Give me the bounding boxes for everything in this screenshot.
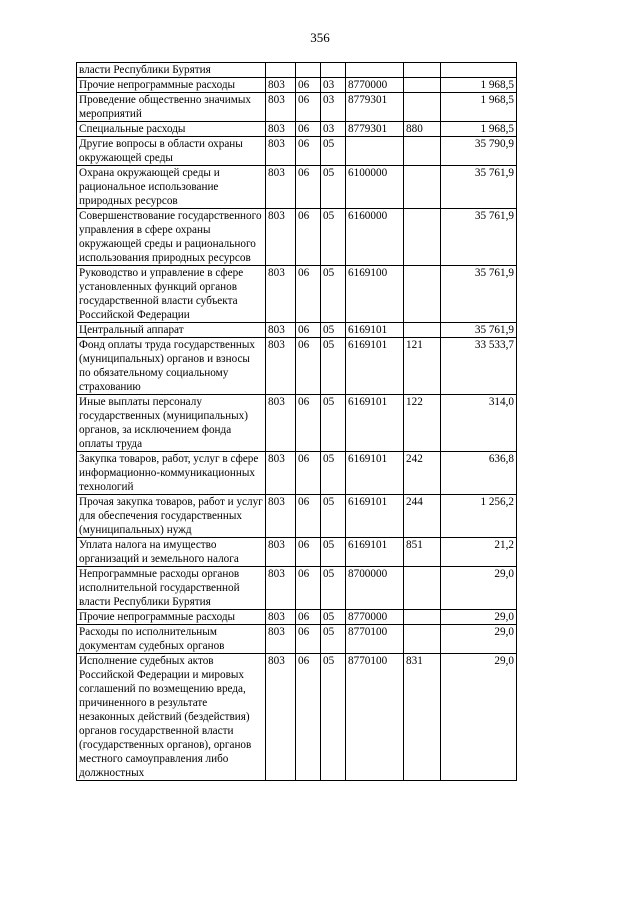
- table-row: [77, 495, 517, 538]
- table-row: [77, 63, 517, 78]
- table-row: [77, 137, 517, 166]
- table-row: [77, 78, 517, 93]
- table-row: [77, 452, 517, 495]
- expense-type-cell: [404, 137, 441, 166]
- expense-type-cell: [404, 166, 441, 209]
- target-article-cell: 8770100: [346, 625, 404, 654]
- item-name-cell: Проведение общественно значимых мероприятий: [77, 93, 266, 122]
- table-row: [77, 625, 517, 654]
- target-article-cell: [346, 137, 404, 166]
- amount-cell: 21,2: [441, 538, 517, 567]
- item-name-cell: Специальные расходы: [77, 122, 266, 137]
- ministry-code-cell: 803: [266, 338, 296, 395]
- subsection-code-cell: 05: [321, 323, 346, 338]
- ministry-code-cell: 803: [266, 625, 296, 654]
- expense-type-cell: [404, 209, 441, 266]
- item-name-cell: Исполнение судебных актов Российской Федерации и мировых соглашений по возмещению вреда, причиненного в результате незаконных действий (бездействия) органов государственной власти (государственных органов), органов местного самоуправления либо должностных: [77, 654, 266, 781]
- subsection-code-cell: 05: [321, 625, 346, 654]
- ministry-code-cell: 803: [266, 495, 296, 538]
- table-row: [77, 122, 517, 137]
- expense-type-cell: [404, 78, 441, 93]
- section-code-cell: 06: [296, 137, 321, 166]
- section-code-cell: 06: [296, 495, 321, 538]
- expense-type-cell: 122: [404, 395, 441, 452]
- subsection-code-cell: 05: [321, 395, 346, 452]
- subsection-code-cell: 05: [321, 166, 346, 209]
- page-number: 356: [310, 30, 330, 45]
- target-article-cell: 8770100: [346, 654, 404, 781]
- ministry-code-cell: 803: [266, 610, 296, 625]
- subsection-code-cell: 05: [321, 452, 346, 495]
- amount-cell: 35 761,9: [441, 166, 517, 209]
- section-code-cell: 06: [296, 654, 321, 781]
- ministry-code-cell: 803: [266, 137, 296, 166]
- expense-type-cell: [404, 625, 441, 654]
- item-name-cell: власти Республики Бурятия: [77, 63, 266, 78]
- item-name-cell: Уплата налога на имущество организаций и земельного налога: [77, 538, 266, 567]
- ministry-code-cell: 803: [266, 395, 296, 452]
- section-code-cell: 06: [296, 610, 321, 625]
- expense-type-cell: [404, 63, 441, 78]
- section-code-cell: 06: [296, 266, 321, 323]
- expense-type-cell: 851: [404, 538, 441, 567]
- expense-type-cell: 831: [404, 654, 441, 781]
- expense-type-cell: [404, 567, 441, 610]
- subsection-code-cell: 05: [321, 266, 346, 323]
- ministry-code-cell: 803: [266, 266, 296, 323]
- amount-cell: 1 968,5: [441, 93, 517, 122]
- table-row: [77, 567, 517, 610]
- subsection-code-cell: 05: [321, 610, 346, 625]
- budget-table-body: [77, 63, 517, 781]
- item-name-cell: Иные выплаты персоналу государственных (муниципальных) органов, за исключением фонда оплаты труда: [77, 395, 266, 452]
- amount-cell: 1 968,5: [441, 78, 517, 93]
- target-article-cell: 6169101: [346, 538, 404, 567]
- target-article-cell: 8770000: [346, 78, 404, 93]
- section-code-cell: 06: [296, 323, 321, 338]
- section-code-cell: 06: [296, 338, 321, 395]
- amount-cell: 1 968,5: [441, 122, 517, 137]
- section-code-cell: 06: [296, 122, 321, 137]
- item-name-cell: Фонд оплаты труда государственных (муниципальных) органов и взносы по обязательному социальному страхованию: [77, 338, 266, 395]
- amount-cell: 35 790,9: [441, 137, 517, 166]
- subsection-code-cell: [321, 63, 346, 78]
- expense-type-cell: 880: [404, 122, 441, 137]
- item-name-cell: Охрана окружающей среды и рациональное использование природных ресурсов: [77, 166, 266, 209]
- subsection-code-cell: 05: [321, 495, 346, 538]
- expense-type-cell: 244: [404, 495, 441, 538]
- ministry-code-cell: 803: [266, 538, 296, 567]
- expense-type-cell: [404, 323, 441, 338]
- amount-cell: 29,0: [441, 567, 517, 610]
- section-code-cell: 06: [296, 209, 321, 266]
- amount-cell: [441, 63, 517, 78]
- table-row: [77, 395, 517, 452]
- section-code-cell: 06: [296, 567, 321, 610]
- ministry-code-cell: 803: [266, 323, 296, 338]
- target-article-cell: 6169101: [346, 395, 404, 452]
- section-code-cell: [296, 63, 321, 78]
- amount-cell: 636,8: [441, 452, 517, 495]
- amount-cell: 29,0: [441, 610, 517, 625]
- subsection-code-cell: 05: [321, 567, 346, 610]
- target-article-cell: 8700000: [346, 567, 404, 610]
- section-code-cell: 06: [296, 395, 321, 452]
- item-name-cell: Центральный аппарат: [77, 323, 266, 338]
- target-article-cell: 8770000: [346, 610, 404, 625]
- subsection-code-cell: 03: [321, 122, 346, 137]
- expense-type-cell: 242: [404, 452, 441, 495]
- ministry-code-cell: 803: [266, 654, 296, 781]
- item-name-cell: Закупка товаров, работ, услуг в сфере информационно-коммуникационных технологий: [77, 452, 266, 495]
- target-article-cell: 6169100: [346, 266, 404, 323]
- table-row: [77, 654, 517, 781]
- amount-cell: 1 256,2: [441, 495, 517, 538]
- ministry-code-cell: 803: [266, 78, 296, 93]
- subsection-code-cell: 05: [321, 338, 346, 395]
- expense-type-cell: [404, 266, 441, 323]
- table-row: [77, 166, 517, 209]
- item-name-cell: Другие вопросы в области охраны окружающей среды: [77, 137, 266, 166]
- target-article-cell: 6169101: [346, 452, 404, 495]
- amount-cell: 35 761,9: [441, 266, 517, 323]
- ministry-code-cell: 803: [266, 93, 296, 122]
- target-article-cell: 8779301: [346, 122, 404, 137]
- subsection-code-cell: 05: [321, 209, 346, 266]
- subsection-code-cell: 05: [321, 654, 346, 781]
- budget-table: [76, 62, 517, 781]
- table-row: [77, 538, 517, 567]
- item-name-cell: Прочие непрограммные расходы: [77, 78, 266, 93]
- target-article-cell: [346, 63, 404, 78]
- item-name-cell: Совершенствование государственного управления в сфере охраны окружающей среды и рационального использования природных ресурсов: [77, 209, 266, 266]
- target-article-cell: 6169101: [346, 338, 404, 395]
- subsection-code-cell: 05: [321, 538, 346, 567]
- target-article-cell: 6169101: [346, 323, 404, 338]
- target-article-cell: 6169101: [346, 495, 404, 538]
- subsection-code-cell: 05: [321, 137, 346, 166]
- amount-cell: 35 761,9: [441, 209, 517, 266]
- item-name-cell: Прочая закупка товаров, работ и услуг для обеспечения государственных (муниципальных) нужд: [77, 495, 266, 538]
- subsection-code-cell: 03: [321, 78, 346, 93]
- ministry-code-cell: [266, 63, 296, 78]
- amount-cell: 33 533,7: [441, 338, 517, 395]
- item-name-cell: Прочие непрограммные расходы: [77, 610, 266, 625]
- item-name-cell: Расходы по исполнительным документам судебных органов: [77, 625, 266, 654]
- section-code-cell: 06: [296, 93, 321, 122]
- amount-cell: 35 761,9: [441, 323, 517, 338]
- ministry-code-cell: 803: [266, 166, 296, 209]
- expense-type-cell: 121: [404, 338, 441, 395]
- section-code-cell: 06: [296, 452, 321, 495]
- subsection-code-cell: 03: [321, 93, 346, 122]
- target-article-cell: 6160000: [346, 209, 404, 266]
- table-row: [77, 610, 517, 625]
- item-name-cell: Непрограммные расходы органов исполнительной государственной власти Республики Бурятия: [77, 567, 266, 610]
- amount-cell: 29,0: [441, 654, 517, 781]
- table-row: [77, 338, 517, 395]
- expense-type-cell: [404, 93, 441, 122]
- expense-type-cell: [404, 610, 441, 625]
- table-row: [77, 209, 517, 266]
- ministry-code-cell: 803: [266, 209, 296, 266]
- ministry-code-cell: 803: [266, 567, 296, 610]
- amount-cell: 29,0: [441, 625, 517, 654]
- table-row: [77, 266, 517, 323]
- target-article-cell: 8779301: [346, 93, 404, 122]
- ministry-code-cell: 803: [266, 122, 296, 137]
- table-row: [77, 323, 517, 338]
- section-code-cell: 06: [296, 78, 321, 93]
- section-code-cell: 06: [296, 538, 321, 567]
- target-article-cell: 6100000: [346, 166, 404, 209]
- ministry-code-cell: 803: [266, 452, 296, 495]
- item-name-cell: Руководство и управление в сфере установленных функций органов государственной власти субъекта Российской Федерации: [77, 266, 266, 323]
- table-row: [77, 93, 517, 122]
- section-code-cell: 06: [296, 166, 321, 209]
- section-code-cell: 06: [296, 625, 321, 654]
- amount-cell: 314,0: [441, 395, 517, 452]
